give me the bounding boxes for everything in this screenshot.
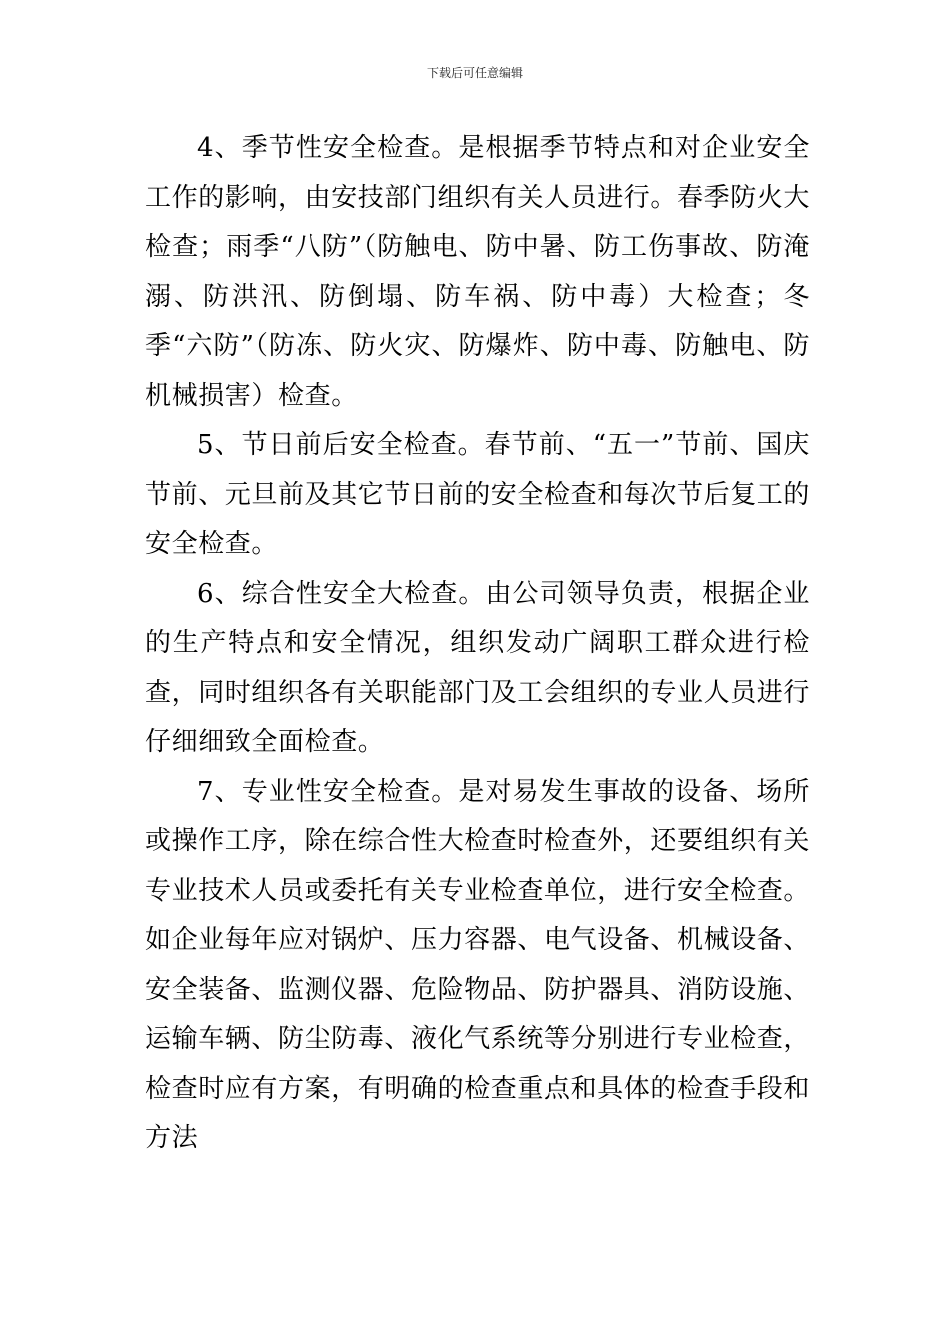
- paragraph-professional-inspection: 7、专业性安全检查。是对易发生事故的设备、场所或操作工序，除在综合性大检查时检查外，还要组织有关专业技术人员或委托有关专业检查单位，进行安全检查。如企业每年应对锅炉、压力容器、电气设备、机械设备、安全装备、监测仪器、危险物品、防护器具、消防设施、运输车辆、防尘防毒、液化气系统等分别进行专业检查，检查时应有方案，有明确的检查重点和具体的检查手段和方法: [145, 776, 811, 1153]
- paragraph-holiday-inspection: 5、节日前后安全检查。春节前、“五一”节前、国庆节前、元旦前及其它节日前的安全检查和每次节后复工的安全检查。: [145, 430, 811, 559]
- paragraph-seasonal-inspection: 4、季节性安全检查。是根据季节特点和对企业安全工作的影响，由安技部门组织有关人员进行。春季防火大检查；雨季“八防”（防触电、防中暑、防工伤事故、防淹溺、防洪汛、防倒塌、防车祸、防中毒）大检查；冬季“六防”（防冻、防火灾、防爆炸、防中毒、防触电、防机械损害）检查。: [145, 133, 811, 411]
- page-header: 下载后可任意编辑: [426, 66, 523, 80]
- document-body: [145, 124, 810, 1164]
- paragraph-comprehensive-inspection: 6、综合性安全大检查。由公司领导负责，根据企业的生产特点和安全情况，组织发动广阔职工群众进行检查，同时组织各有关职能部门及工会组织的专业人员进行仔细细致全面检查。: [145, 578, 811, 757]
